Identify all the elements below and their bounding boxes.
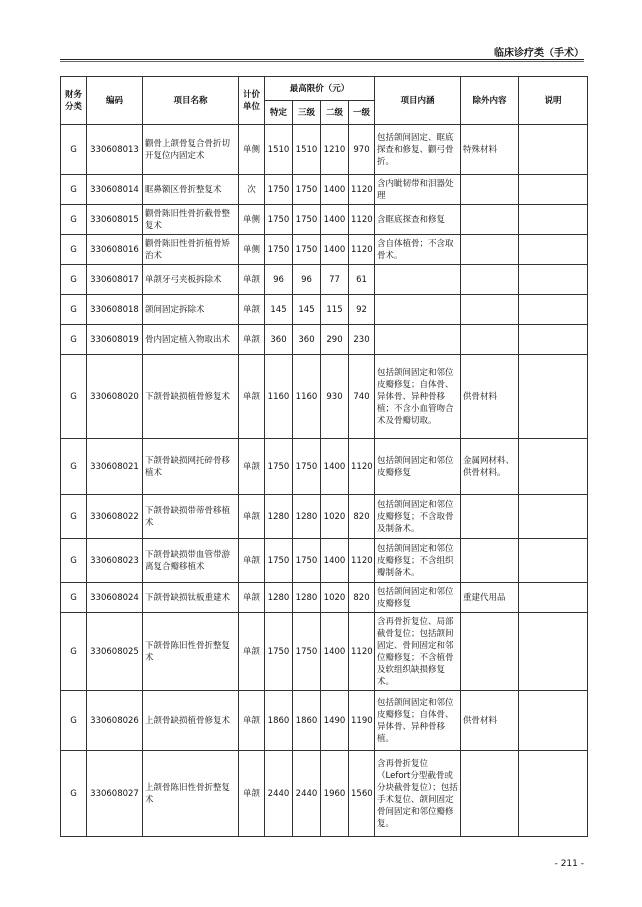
cell-level1: 230 [349, 325, 375, 355]
cell-code: 330608020 [87, 355, 143, 439]
cell-note [519, 691, 588, 751]
cell-category: G [61, 175, 87, 205]
table-row [61, 751, 588, 837]
cell-level3: 1750 [293, 235, 321, 265]
table-row [61, 439, 588, 495]
cell-special: 96 [265, 265, 293, 295]
cell-special: 1750 [265, 175, 293, 205]
cell-unit: 单颌 [239, 295, 265, 325]
cell-category: G [61, 235, 87, 265]
cell-level2: 1490 [321, 691, 349, 751]
cell-code: 330608025 [87, 613, 143, 691]
cell-category: G [61, 495, 87, 539]
cell-excluded [461, 235, 519, 265]
cell-code: 330608013 [87, 125, 143, 175]
cell-note [519, 295, 588, 325]
cell-special: 1750 [265, 235, 293, 265]
cell-excluded [461, 295, 519, 325]
cell-level2: 1020 [321, 495, 349, 539]
cell-level2: 77 [321, 265, 349, 295]
cell-name: 颧骨上颌骨复合骨折切开复位内固定术 [143, 125, 239, 175]
cell-content: 包括颌间固定和邻位皮瓣修复；不含组织瓣制备术。 [375, 539, 461, 583]
cell-name: 颧骨陈旧性骨折截骨整复术 [143, 205, 239, 235]
cell-level2: 1210 [321, 125, 349, 175]
table-row [61, 265, 588, 295]
cell-unit: 单侧 [239, 205, 265, 235]
cell-name: 眶鼻额区骨折整复术 [143, 175, 239, 205]
cell-special: 1860 [265, 691, 293, 751]
cell-level1: 1120 [349, 439, 375, 495]
cell-unit: 单颌 [239, 325, 265, 355]
table-row [61, 539, 588, 583]
cell-level3: 1160 [293, 355, 321, 439]
cell-content [375, 265, 461, 295]
cell-unit: 单颌 [239, 751, 265, 837]
cell-excluded [461, 175, 519, 205]
cell-content: 含内眦韧带和泪器处理 [375, 175, 461, 205]
cell-note [519, 751, 588, 837]
col-header-code: 编码 [87, 77, 143, 125]
cell-level2: 1400 [321, 613, 349, 691]
cell-special: 1280 [265, 583, 293, 613]
cell-code: 330608016 [87, 235, 143, 265]
cell-note [519, 205, 588, 235]
cell-level3: 1750 [293, 613, 321, 691]
cell-level1: 970 [349, 125, 375, 175]
cell-level1: 740 [349, 355, 375, 439]
cell-content: 含再骨折复位、局部截骨复位；包括颌间固定、骨间固定和邻位瓣修复；不含植骨及软组织缺损修复术。 [375, 613, 461, 691]
cell-content: 包括颌间固定和邻位皮瓣修复；不含取骨及制备术。 [375, 495, 461, 539]
cell-special: 1510 [265, 125, 293, 175]
cell-note [519, 125, 588, 175]
cell-level1: 1120 [349, 235, 375, 265]
cell-level1: 1120 [349, 175, 375, 205]
cell-excluded [461, 613, 519, 691]
cell-category: G [61, 539, 87, 583]
cell-content: 含眶底探查和修复 [375, 205, 461, 235]
cell-category: G [61, 325, 87, 355]
cell-unit: 单颌 [239, 539, 265, 583]
cell-code: 330608023 [87, 539, 143, 583]
cell-unit: 单侧 [239, 125, 265, 175]
cell-excluded [461, 265, 519, 295]
cell-content: 包括颌间固定和邻位皮瓣修复；自体骨、异体骨、异种骨移植。 [375, 691, 461, 751]
table-row [61, 325, 588, 355]
cell-level1: 820 [349, 495, 375, 539]
table-row [61, 583, 588, 613]
cell-name: 上颌骨陈旧性骨折整复术 [143, 751, 239, 837]
cell-level2: 1400 [321, 235, 349, 265]
cell-level1: 1560 [349, 751, 375, 837]
price-table [60, 76, 588, 837]
table-row [61, 295, 588, 325]
cell-excluded: 供骨材料 [461, 355, 519, 439]
cell-excluded [461, 205, 519, 235]
cell-name: 骨内固定植入物取出术 [143, 325, 239, 355]
cell-category: G [61, 613, 87, 691]
cell-unit: 单颌 [239, 495, 265, 539]
cell-category: G [61, 583, 87, 613]
cell-level3: 1750 [293, 205, 321, 235]
cell-excluded [461, 495, 519, 539]
page-number: - 211 - [554, 859, 584, 869]
cell-content: 含再骨折复位（Lefort分型截骨或分块截骨复位）；包括手术复位、颌间固定骨间固定和邻位瓣修复。 [375, 751, 461, 837]
cell-level1: 820 [349, 583, 375, 613]
cell-level2: 1400 [321, 205, 349, 235]
cell-name: 颧骨陈旧性骨折植骨矫治术 [143, 235, 239, 265]
cell-level3: 1860 [293, 691, 321, 751]
cell-unit: 单颌 [239, 355, 265, 439]
cell-level1: 1190 [349, 691, 375, 751]
table-row [61, 691, 588, 751]
cell-level2: 1400 [321, 439, 349, 495]
cell-special: 1750 [265, 613, 293, 691]
cell-level3: 96 [293, 265, 321, 295]
col-header-unit: 计价单位 [239, 77, 265, 125]
cell-excluded: 重建代用品 [461, 583, 519, 613]
cell-unit: 次 [239, 175, 265, 205]
cell-special: 1750 [265, 205, 293, 235]
cell-special: 1160 [265, 355, 293, 439]
cell-category: G [61, 295, 87, 325]
cell-level1: 61 [349, 265, 375, 295]
col-header-excluded: 除外内容 [461, 77, 519, 125]
cell-category: G [61, 439, 87, 495]
cell-level1: 1120 [349, 205, 375, 235]
cell-name: 下颌骨陈旧性骨折整复术 [143, 613, 239, 691]
cell-level3: 1280 [293, 583, 321, 613]
cell-code: 330608026 [87, 691, 143, 751]
cell-category: G [61, 751, 87, 837]
col-header-level2: 二级 [321, 101, 349, 125]
cell-level2: 1400 [321, 539, 349, 583]
cell-level2: 1400 [321, 175, 349, 205]
cell-excluded [461, 325, 519, 355]
cell-excluded [461, 751, 519, 837]
cell-content [375, 295, 461, 325]
cell-level2: 930 [321, 355, 349, 439]
cell-special: 1280 [265, 495, 293, 539]
col-header-level1: 一级 [349, 101, 375, 125]
cell-category: G [61, 691, 87, 751]
col-header-price-group: 最高限价（元） [265, 77, 375, 101]
table-row [61, 125, 588, 175]
header-rule-thin [60, 61, 584, 62]
table-row [61, 235, 588, 265]
cell-level2: 1960 [321, 751, 349, 837]
cell-name: 下颌骨缺损钛板重建术 [143, 583, 239, 613]
cell-level3: 360 [293, 325, 321, 355]
cell-special: 145 [265, 295, 293, 325]
col-header-category: 财务分类 [61, 77, 87, 125]
cell-name: 下颌骨缺损带蒂骨移植术 [143, 495, 239, 539]
cell-content [375, 325, 461, 355]
cell-category: G [61, 355, 87, 439]
table-row [61, 205, 588, 235]
cell-content: 包括颌间固定和邻位皮瓣修复；自体骨、异体骨、异种骨移植；不含小血管吻合术及骨瓣切取。 [375, 355, 461, 439]
col-header-content: 项目内涵 [375, 77, 461, 125]
cell-name: 下颌骨缺损带血管带游离复合瓣移植术 [143, 539, 239, 583]
cell-unit: 单颌 [239, 265, 265, 295]
cell-level2: 115 [321, 295, 349, 325]
col-header-special: 特定 [265, 101, 293, 125]
cell-unit: 单颌 [239, 691, 265, 751]
cell-level3: 1750 [293, 439, 321, 495]
cell-level2: 290 [321, 325, 349, 355]
cell-level1: 1120 [349, 613, 375, 691]
cell-unit: 单颌 [239, 583, 265, 613]
cell-content: 包括颌间固定和邻位皮瓣修复 [375, 583, 461, 613]
cell-note [519, 613, 588, 691]
cell-level3: 1750 [293, 175, 321, 205]
cell-special: 1750 [265, 539, 293, 583]
cell-special: 2440 [265, 751, 293, 837]
cell-level3: 1750 [293, 539, 321, 583]
cell-note [519, 495, 588, 539]
cell-category: G [61, 125, 87, 175]
cell-code: 330608027 [87, 751, 143, 837]
cell-level3: 1280 [293, 495, 321, 539]
cell-note [519, 439, 588, 495]
cell-name: 颌间固定拆除术 [143, 295, 239, 325]
cell-code: 330608015 [87, 205, 143, 235]
cell-content: 包括颌间固定、眶底探查和修复、颧弓骨折。 [375, 125, 461, 175]
cell-content: 含自体植骨；不含取骨术。 [375, 235, 461, 265]
cell-note [519, 583, 588, 613]
cell-name: 下颌骨缺损网托碎骨移植术 [143, 439, 239, 495]
table-row [61, 613, 588, 691]
cell-content: 包括颌间固定和邻位皮瓣修复 [375, 439, 461, 495]
col-header-name: 项目名称 [143, 77, 239, 125]
cell-code: 330608017 [87, 265, 143, 295]
cell-unit: 单颌 [239, 613, 265, 691]
cell-code: 330608019 [87, 325, 143, 355]
cell-category: G [61, 265, 87, 295]
cell-level3: 1510 [293, 125, 321, 175]
cell-special: 360 [265, 325, 293, 355]
header-title: 临床诊疗类（手术） [494, 48, 584, 59]
cell-special: 1750 [265, 439, 293, 495]
cell-level3: 2440 [293, 751, 321, 837]
header-rule [60, 59, 584, 60]
cell-unit: 单颌 [239, 439, 265, 495]
cell-level1: 1120 [349, 539, 375, 583]
cell-note [519, 175, 588, 205]
cell-level3: 145 [293, 295, 321, 325]
cell-code: 330608021 [87, 439, 143, 495]
col-header-level3: 三级 [293, 101, 321, 125]
cell-note [519, 539, 588, 583]
cell-code: 330608022 [87, 495, 143, 539]
col-header-note: 说明 [519, 77, 588, 125]
cell-excluded: 金属网材料、供骨材料。 [461, 439, 519, 495]
cell-level1: 92 [349, 295, 375, 325]
cell-name: 单颌牙弓夹板拆除术 [143, 265, 239, 295]
cell-code: 330608014 [87, 175, 143, 205]
page-header [60, 44, 584, 60]
cell-note [519, 355, 588, 439]
table-row [61, 355, 588, 439]
table-body [61, 125, 588, 837]
cell-level2: 1020 [321, 583, 349, 613]
cell-excluded: 供骨材料 [461, 691, 519, 751]
table-row [61, 175, 588, 205]
cell-category: G [61, 205, 87, 235]
cell-name: 上颌骨缺损植骨修复术 [143, 691, 239, 751]
cell-name: 下颌骨缺损植骨修复术 [143, 355, 239, 439]
cell-note [519, 235, 588, 265]
table-row [61, 495, 588, 539]
cell-code: 330608024 [87, 583, 143, 613]
cell-excluded [461, 539, 519, 583]
cell-unit: 单侧 [239, 235, 265, 265]
cell-code: 330608018 [87, 295, 143, 325]
cell-note [519, 325, 588, 355]
cell-excluded: 特殊材料 [461, 125, 519, 175]
cell-note [519, 265, 588, 295]
